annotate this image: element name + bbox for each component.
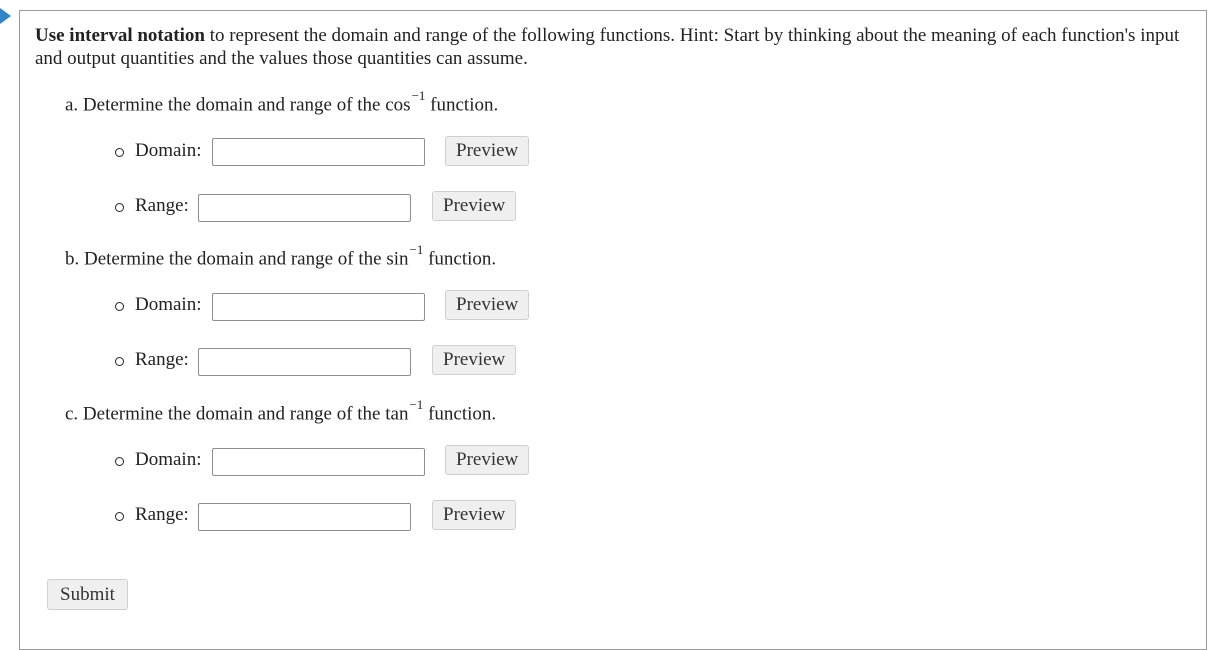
intro-bold: Use interval notation bbox=[35, 25, 205, 46]
part-b-domain-preview-button[interactable]: Preview bbox=[445, 290, 529, 320]
range-label: Range: bbox=[135, 195, 189, 216]
inverse-exponent: −1 bbox=[409, 242, 424, 257]
inverse-exponent: −1 bbox=[411, 88, 426, 103]
domain-label: Domain: bbox=[135, 294, 202, 315]
part-b-domain-input[interactable] bbox=[212, 293, 425, 321]
bullet-icon bbox=[115, 512, 124, 521]
inverse-exponent: −1 bbox=[409, 397, 424, 412]
intro-text: to represent the domain and range of the following functions. Hint: Start by thinking about the meaning of each function's input and output quantities and the values those quantities can assume. bbox=[35, 25, 1180, 69]
part-c-range-preview-button[interactable]: Preview bbox=[432, 500, 516, 530]
submit-button[interactable]: Submit bbox=[47, 579, 128, 610]
part-a-range-preview-button[interactable]: Preview bbox=[432, 191, 516, 221]
function-name: cos bbox=[385, 94, 411, 116]
bullet-icon bbox=[115, 203, 124, 212]
part-b-range-preview-button[interactable]: Preview bbox=[432, 345, 516, 375]
function-name: sin bbox=[386, 248, 409, 270]
part-a-domain-preview-button[interactable]: Preview bbox=[445, 136, 529, 166]
domain-label: Domain: bbox=[135, 140, 202, 161]
bullet-icon bbox=[115, 148, 124, 157]
part-c-prompt: c. Determine the domain and range of the $\tan^{-1}$ function. bbox=[65, 397, 497, 425]
part-a-range-input[interactable] bbox=[198, 194, 411, 222]
part-a-prompt: a. Determine the domain and range of the $\cos^{-1}$ function. bbox=[65, 88, 499, 116]
question-panel bbox=[19, 10, 1207, 650]
part-b-prompt: b. Determine the domain and range of the $\sin^{-1}$ function. bbox=[65, 242, 497, 270]
part-c-range-input[interactable] bbox=[198, 503, 411, 531]
bullet-icon bbox=[115, 457, 124, 466]
part-c-domain-preview-button[interactable]: Preview bbox=[445, 445, 529, 475]
part-a-domain-input[interactable] bbox=[212, 138, 425, 166]
part-b-range-input[interactable] bbox=[198, 348, 411, 376]
bullet-icon bbox=[115, 357, 124, 366]
bullet-icon bbox=[115, 302, 124, 311]
range-label: Range: bbox=[135, 504, 189, 525]
domain-label: Domain: bbox=[135, 449, 202, 470]
question-intro bbox=[35, 24, 1200, 70]
question-marker-icon bbox=[0, 8, 11, 24]
part-c-domain-input[interactable] bbox=[212, 448, 425, 476]
range-label: Range: bbox=[135, 349, 189, 370]
function-name: tan bbox=[385, 403, 409, 425]
